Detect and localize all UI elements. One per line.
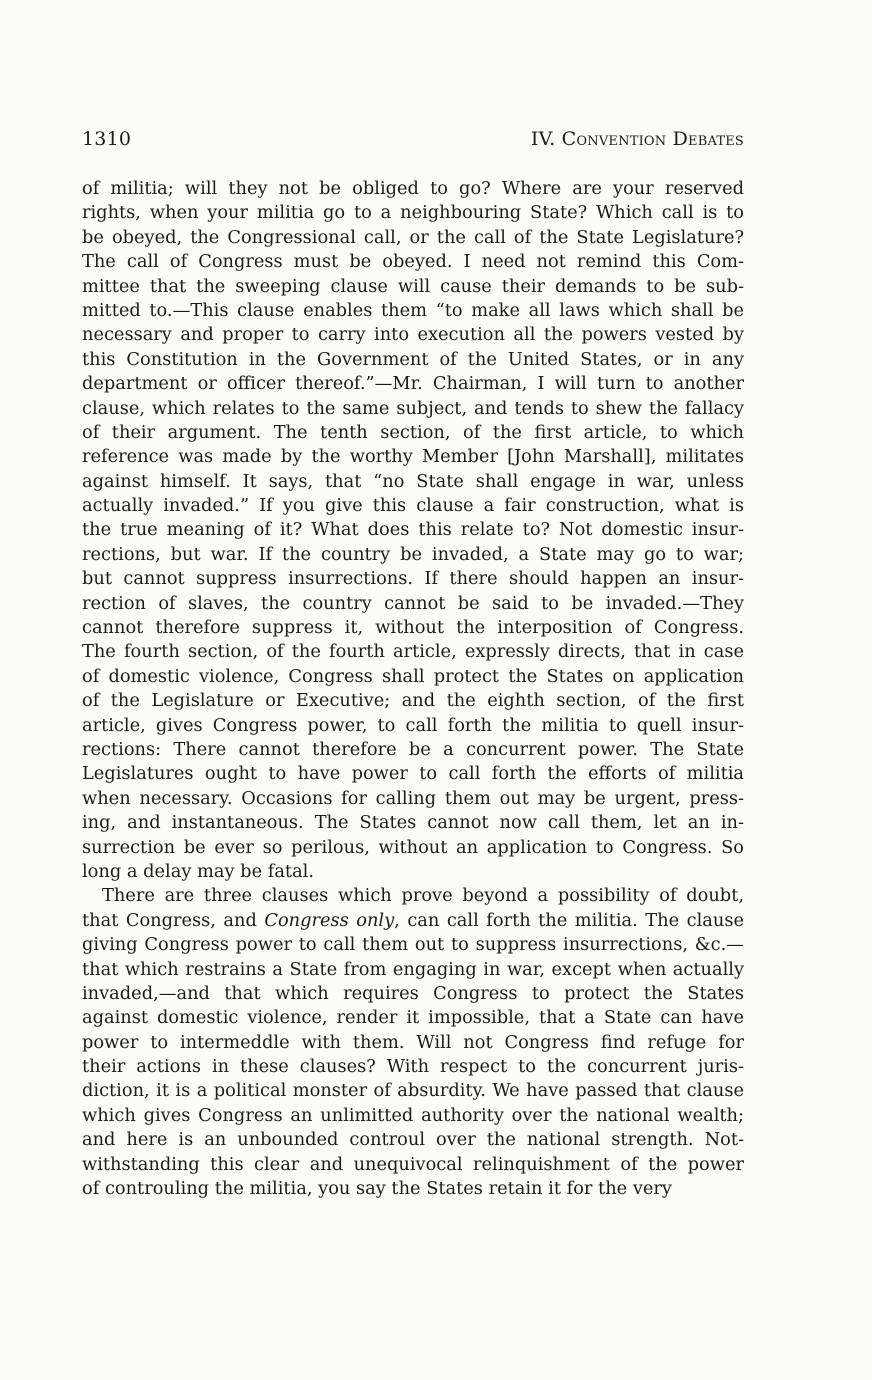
paragraph [82, 177, 744, 884]
text-line: cannot therefore suppress it, without the interposition of Congress. [82, 617, 744, 639]
section-title: IV. Convention Debates [530, 128, 744, 150]
text-line: but cannot suppress insurrections. If there should happen an insur- [82, 568, 744, 590]
text-line: the true meaning of it? What does this relate to? Not domestic insur- [82, 519, 744, 541]
text-line: giving Congress power to call them out to suppress insurrections, &c.— [82, 934, 744, 956]
text-line: diction, it is a political monster of absurdity. We have passed that clause [82, 1080, 744, 1102]
text-line: rections: There cannot therefore be a concurrent power. The State [82, 738, 744, 760]
text-line: when necessary. Occasions for calling them out may be urgent, press- [82, 787, 744, 809]
text-line: of controuling the militia, you say the States retain it for the very [82, 1178, 672, 1200]
text-line: power to intermeddle with them. Will not Congress find refuge for [82, 1031, 744, 1053]
text-line: department or officer thereof.”—Mr. Chairman, I will turn to another [82, 373, 744, 395]
text-line: and here is an unbounded controul over the national strength. Not- [82, 1129, 744, 1151]
text-line: rights, when your militia go to a neighbouring State? Which call is to [82, 202, 744, 224]
text-line: against domestic violence, render it impossible, that a State can have [82, 1007, 744, 1029]
text-line: against himself. It says, that “no State shall engage in war, unless [82, 470, 744, 492]
text-line: rections, but war. If the country be invaded, a State may go to war; [82, 543, 744, 565]
text-line: be obeyed, the Congressional call, or the call of the State Legislature? [82, 226, 744, 248]
text-line: of their argument. The tenth section, of the first article, to which [82, 421, 744, 443]
text-line: necessary and proper to carry into execution all the powers vested by [82, 324, 744, 346]
text-line: clause, which relates to the same subject, and tends to shew the fallacy [82, 397, 744, 419]
text-line: which gives Congress an unlimitted authority over the national wealth; [82, 1104, 744, 1126]
text-line: of the Legislature or Executive; and the eighth section, of the first [82, 690, 744, 712]
text-line: surrection be ever so perilous, without an application to Congress. So [82, 836, 744, 858]
text-line: ing, and instantaneous. The States cannot now call them, let an in- [82, 812, 744, 834]
text-line: rection of slaves, the country cannot be said to be invaded.—They [82, 592, 744, 614]
running-header [82, 128, 744, 154]
body-text [82, 177, 744, 1201]
page-number: 1310 [82, 128, 132, 150]
text-line: withstanding this clear and unequivocal relinquishment of the power [82, 1153, 744, 1175]
text-line: reference was made by the worthy Member [John Marshall], militates [82, 446, 744, 468]
text-line: this Constitution in the Government of the United States, or in any [82, 348, 744, 370]
text-line: mitted to.—This clause enables them “to make all laws which shall be [82, 299, 744, 321]
text-line: The call of Congress must be obeyed. I need not remind this Com- [82, 251, 744, 273]
text-line: invaded,—and that which requires Congress to protect the States [82, 982, 744, 1004]
text-line: that Congress, and Congress only, can call forth the militia. The clause [82, 909, 744, 931]
text-line: that which restrains a State from engaging in war, except when actually [82, 958, 744, 980]
paragraph [82, 884, 744, 1201]
text-line: long a delay may be fatal. [82, 860, 315, 882]
text-line: Legislatures ought to have power to call forth the efforts of militia [82, 763, 744, 785]
italic-emphasis: Congress only [264, 909, 395, 931]
text-line: There are three clauses which prove beyond a possibility of doubt, [102, 885, 744, 907]
text-line: article, gives Congress power, to call forth the militia to quell insur- [82, 714, 744, 736]
text-line: of domestic violence, Congress shall protect the States on application [82, 665, 744, 687]
text-line: their actions in these clauses? With respect to the concurrent juris- [82, 1056, 744, 1078]
text-line: mittee that the sweeping clause will cause their demands to be sub- [82, 275, 744, 297]
text-line: actually invaded.” If you give this clause a fair construction, what is [82, 495, 744, 517]
text-line: The fourth section, of the fourth article, expressly directs, that in case [82, 641, 744, 663]
text-line: of militia; will they not be obliged to go? Where are your reserved [82, 178, 744, 199]
